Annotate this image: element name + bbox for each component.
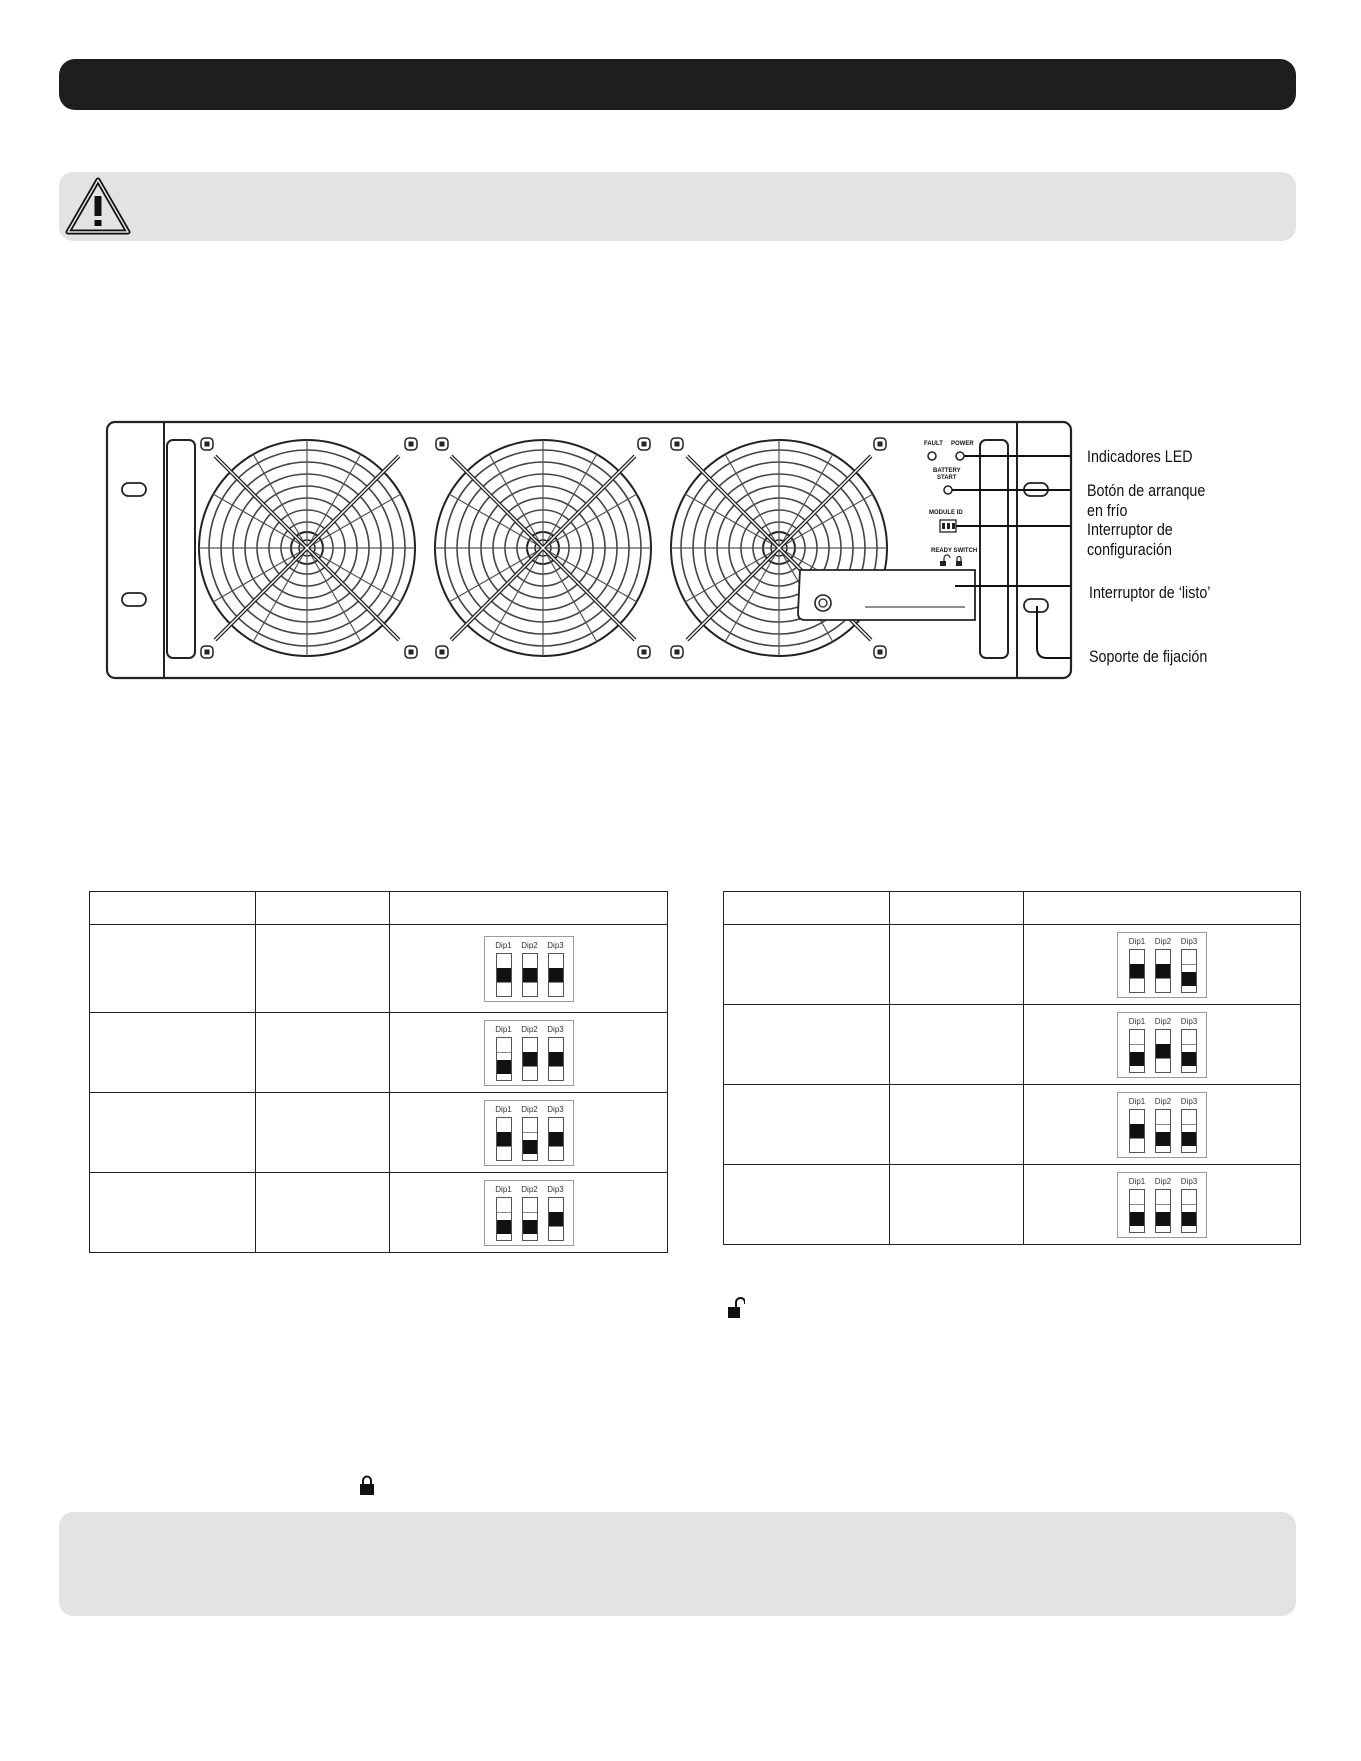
- dip-label: Dip1: [495, 1184, 512, 1194]
- table-row: [724, 1005, 1301, 1085]
- table-cell: [90, 1013, 256, 1093]
- dip-switch-figure: [1117, 1012, 1207, 1078]
- dip-label: Dip1: [495, 1104, 512, 1114]
- table-cell: [256, 1173, 390, 1253]
- note-box: [59, 1512, 1296, 1616]
- dip-switch-figure: [1117, 932, 1207, 998]
- dip-switch-2: [522, 953, 538, 997]
- dip-knob-up: [1130, 964, 1144, 978]
- dip-knob-up: [523, 1052, 537, 1066]
- table-row: [90, 1093, 668, 1173]
- dip-switch-1: [496, 953, 512, 997]
- table-row: [90, 925, 668, 1013]
- table-header-cell: [724, 892, 890, 925]
- dip-label: Dip3: [547, 1184, 564, 1194]
- dip-knob-up: [1156, 1044, 1170, 1058]
- table-cell: [90, 925, 256, 1013]
- dip-switch-1: [496, 1197, 512, 1241]
- table-cell: [890, 925, 1024, 1005]
- dip-knob-down: [1156, 1132, 1170, 1146]
- dip-switch-1: [1129, 949, 1145, 993]
- dip-switch-figure: [484, 936, 574, 1002]
- dip-knob-up: [497, 1132, 511, 1146]
- table-cell: [724, 925, 890, 1005]
- dip-switch-3: [548, 1117, 564, 1161]
- table-row: [724, 925, 1301, 1005]
- callout-cold-start-button: Botón de arranque en frío: [1087, 481, 1206, 520]
- dip-switch-table-left: [89, 891, 668, 1253]
- table-cell: [256, 1013, 390, 1093]
- dip-switch-3: [1181, 1189, 1197, 1233]
- dip-label: Dip2: [1154, 936, 1172, 946]
- dip-switch-3: [1181, 1029, 1197, 1073]
- dip-switch-1: [496, 1117, 512, 1161]
- dip-knob-down: [523, 1140, 537, 1154]
- callout-configuration-switch: Interruptor de configuración: [1087, 520, 1173, 559]
- dip-label: Dip3: [1180, 1096, 1198, 1106]
- module-id-label: MODULE ID: [929, 510, 963, 516]
- dip-switch-1: [1129, 1189, 1145, 1233]
- dip-setting-cell: [1024, 1005, 1301, 1085]
- dip-setting-cell: [390, 1093, 668, 1173]
- table-cell: [724, 1085, 890, 1165]
- dip-label: Dip2: [521, 1184, 538, 1194]
- dip-knob-up: [497, 968, 511, 982]
- dip-knob-down: [497, 1060, 511, 1074]
- table-cell: [90, 1173, 256, 1253]
- table-row: [724, 1085, 1301, 1165]
- dip-label: Dip3: [1180, 936, 1198, 946]
- table-header-cell: [390, 892, 668, 925]
- ready-switch-label: READY SWITCH: [931, 548, 978, 554]
- dip-label: Dip2: [521, 940, 538, 950]
- table-cell: [90, 1093, 256, 1173]
- section-header-bar: [59, 59, 1296, 110]
- dip-switch-3: [548, 1197, 564, 1241]
- table-cell: [256, 925, 390, 1013]
- dip-knob-up: [549, 1132, 563, 1146]
- callout-led-indicators: Indicadores LED: [1087, 447, 1193, 466]
- locked-padlock-icon: [358, 1474, 376, 1496]
- dip-switch-3: [1181, 949, 1197, 993]
- dip-setting-cell: [1024, 1165, 1301, 1245]
- table-cell: [724, 1165, 890, 1245]
- dip-knob-down: [1130, 1212, 1144, 1226]
- fault-led: [928, 452, 936, 460]
- dip-label: Dip2: [521, 1024, 538, 1034]
- table-cell: [890, 1165, 1024, 1245]
- callout-mounting-bracket: Soporte de fijación: [1089, 647, 1208, 666]
- warning-triangle-icon: [64, 176, 132, 236]
- dip-label: Dip2: [1154, 1096, 1172, 1106]
- dip-switch-2: [1155, 949, 1171, 993]
- dip-setting-cell: [1024, 925, 1301, 1005]
- power-led-label: POWER: [951, 441, 974, 447]
- dip-label: Dip2: [521, 1104, 538, 1114]
- dip-knob-up: [1156, 964, 1170, 978]
- table-row: [90, 1013, 668, 1093]
- dip-setting-cell: [390, 1013, 668, 1093]
- dip-switch-3: [548, 1037, 564, 1081]
- dip-switch-1: [1129, 1109, 1145, 1153]
- dip-knob-down: [1156, 1212, 1170, 1226]
- dip-label: Dip3: [1180, 1176, 1198, 1186]
- dip-knob-up: [549, 1052, 563, 1066]
- dip-label: Dip2: [1154, 1016, 1172, 1026]
- dip-switch-figure: [484, 1100, 574, 1166]
- dip-label: Dip1: [1128, 1016, 1146, 1026]
- dip-switch-3: [1181, 1109, 1197, 1153]
- dip-knob-down: [497, 1220, 511, 1234]
- dip-switch-1: [1129, 1029, 1145, 1073]
- dip-label: Dip3: [547, 940, 564, 950]
- cold-start-button: [944, 486, 952, 494]
- dip-knob-down: [1182, 972, 1196, 986]
- table-cell: [890, 1085, 1024, 1165]
- callout-ready-switch: Interruptor de ‘listo’: [1089, 583, 1211, 602]
- table-header-cell: [90, 892, 256, 925]
- table-header-cell: [256, 892, 390, 925]
- table-cell: [256, 1093, 390, 1173]
- table-header-cell: [890, 892, 1024, 925]
- dip-switch-3: [548, 953, 564, 997]
- table-row: [90, 1173, 668, 1253]
- dip-knob-down: [1182, 1212, 1196, 1226]
- dip-switch-2: [1155, 1109, 1171, 1153]
- fault-led-label: FAULT: [924, 441, 943, 447]
- dip-switch-2: [522, 1117, 538, 1161]
- dip-knob-down: [1182, 1132, 1196, 1146]
- dip-setting-cell: [390, 925, 668, 1013]
- dip-switch-figure: [484, 1020, 574, 1086]
- dip-switch-figure: [1117, 1172, 1207, 1238]
- dip-switch-2: [1155, 1189, 1171, 1233]
- dip-setting-cell: [390, 1173, 668, 1253]
- dip-label: Dip1: [1128, 1176, 1146, 1186]
- power-led: [956, 452, 964, 460]
- dip-knob-down: [523, 1220, 537, 1234]
- dip-label: Dip3: [547, 1024, 564, 1034]
- dip-switch-2: [1155, 1029, 1171, 1073]
- dip-knob-up: [1130, 1124, 1144, 1138]
- dip-label: Dip1: [1128, 936, 1146, 946]
- battery-label: BATTERY: [933, 468, 961, 474]
- dip-label: Dip1: [1128, 1096, 1146, 1106]
- dip-knob-down: [1182, 1052, 1196, 1066]
- dip-knob-up: [549, 1212, 563, 1226]
- dip-switch-1: [496, 1037, 512, 1081]
- dip-switch-2: [522, 1037, 538, 1081]
- table-row: [724, 1165, 1301, 1245]
- warning-box: [59, 172, 1296, 241]
- dip-switch-figure: [484, 1180, 574, 1246]
- dip-setting-cell: [1024, 1085, 1301, 1165]
- dip-label: Dip1: [495, 1024, 512, 1034]
- dip-label: Dip1: [495, 940, 512, 950]
- start-label: START: [937, 475, 957, 481]
- dip-knob-up: [549, 968, 563, 982]
- dip-label: Dip3: [547, 1104, 564, 1114]
- dip-knob-up: [523, 968, 537, 982]
- table-cell: [724, 1005, 890, 1085]
- dip-switch-figure: [1117, 1092, 1207, 1158]
- dip-knob-down: [1130, 1052, 1144, 1066]
- dip-label: Dip2: [1154, 1176, 1172, 1186]
- table-cell: [890, 1005, 1024, 1085]
- dip-switch-table-right: [723, 891, 1301, 1245]
- dip-switch-2: [522, 1197, 538, 1241]
- table-header-cell: [1024, 892, 1301, 925]
- ups-module-front-panel: [105, 420, 1075, 682]
- dip-label: Dip3: [1180, 1016, 1198, 1026]
- unlocked-padlock-icon: [727, 1297, 745, 1319]
